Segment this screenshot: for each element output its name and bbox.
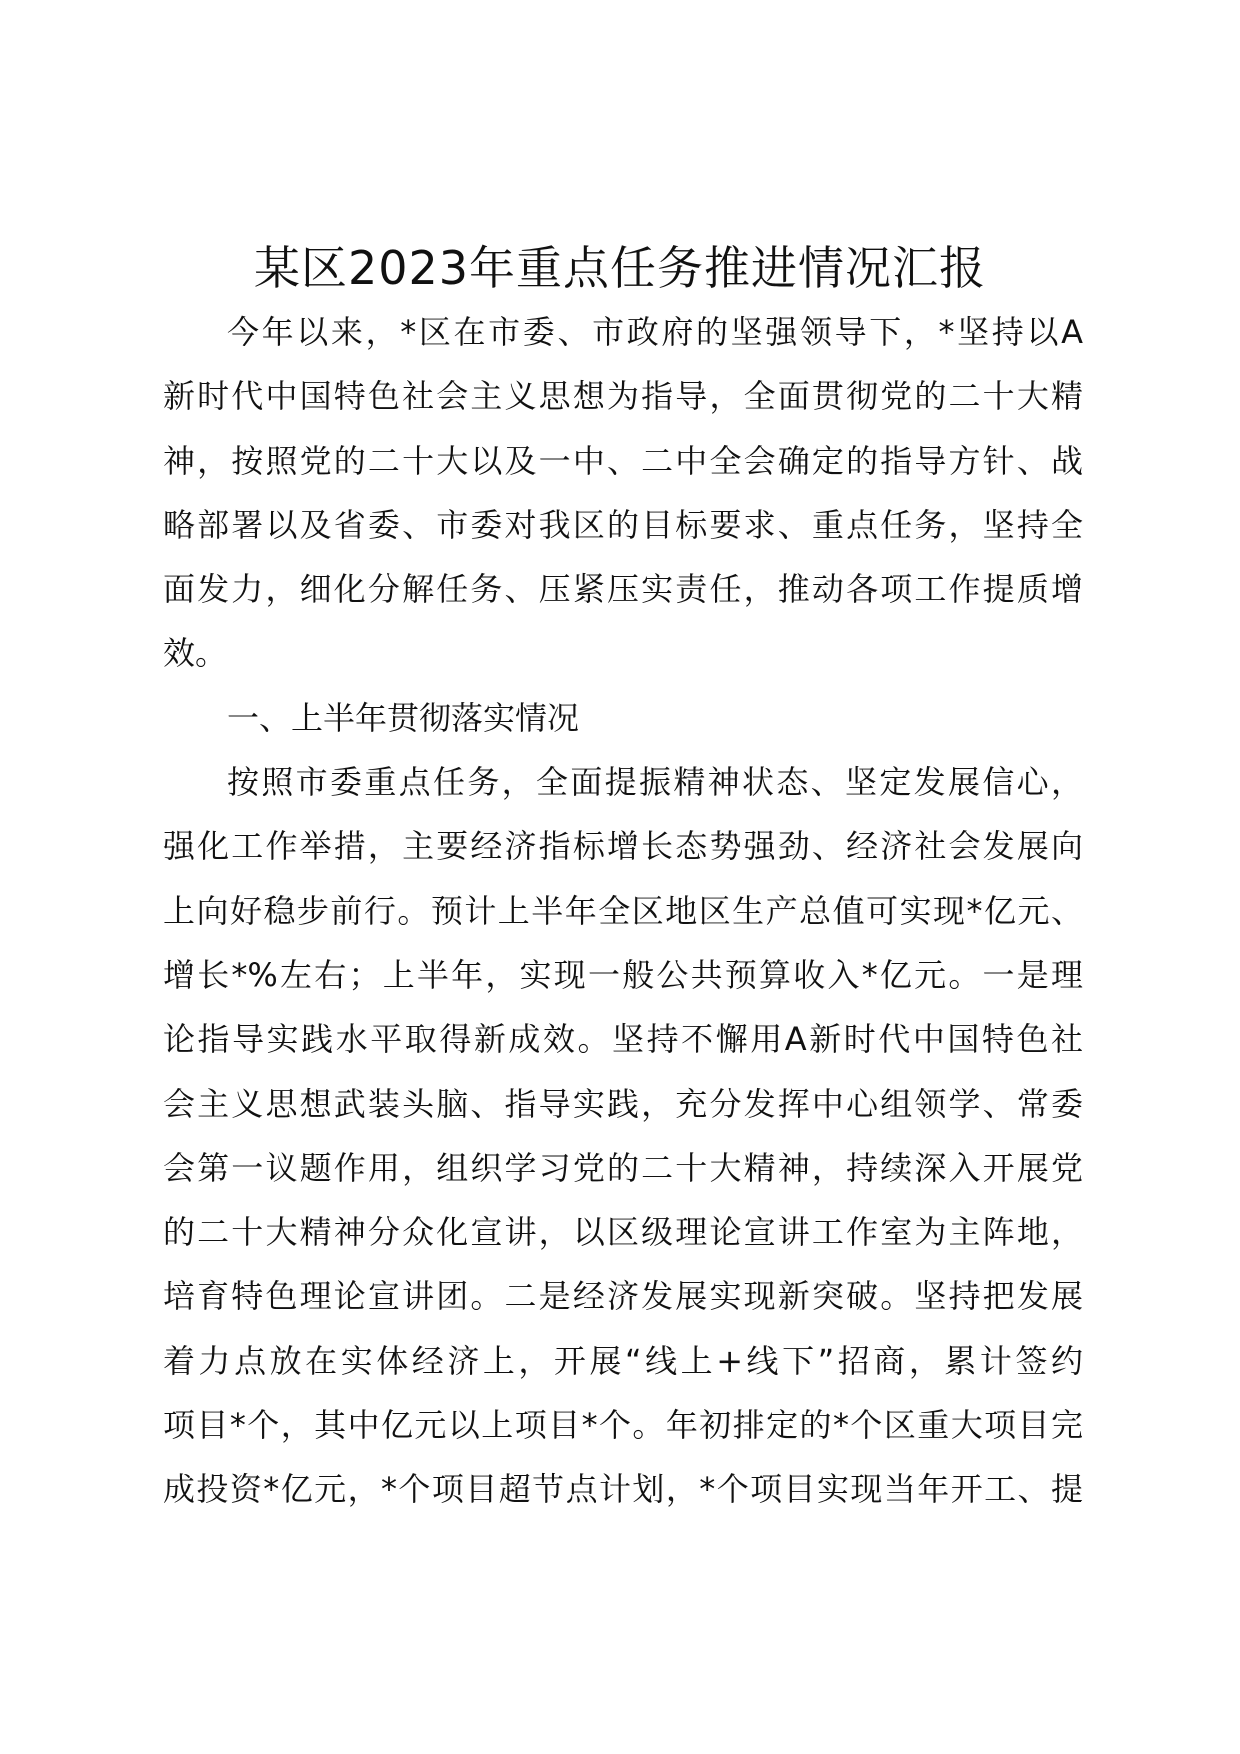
body-line: 上向好稳步前行。预计上半年全区地区生产总值可实现*亿元、 <box>163 891 1083 930</box>
body-line: 今年以来，*区在市委、市政府的坚强领导下，*坚持以A <box>227 313 1083 351</box>
body-line: 强化工作举措，主要经济指标增长态势强劲、经济社会发展向 <box>163 827 1083 866</box>
body-line: 项目*个，其中亿元以上项目*个。年初排定的*个区重大项目完 <box>163 1406 1083 1445</box>
body-line: 论指导实践水平取得新成效。坚持不懈用A新时代中国特色社 <box>163 1020 1083 1059</box>
body-line: 成投资*亿元，*个项目超节点计划，*个项目实现当年开工、提 <box>163 1470 1083 1509</box>
body-line: 面发力，细化分解任务、压紧压实责任，推动各项工作提质增 <box>163 570 1083 609</box>
body-line: 培育特色理论宣讲团。二是经济发展实现新突破。坚持把发展 <box>163 1277 1083 1316</box>
document-body <box>163 300 1083 1522</box>
document-title: 某区2023年重点任务推进情况汇报 <box>253 241 987 295</box>
body-line: 增长*%左右；上半年，实现一般公共预算收入*亿元。一是理 <box>163 955 1083 994</box>
body-line: 效。 <box>163 634 228 673</box>
section-heading: 一、上半年贯彻落实情况 <box>227 698 580 737</box>
body-line: 会第一议题作用，组织学习党的二十大精神，持续深入开展党 <box>163 1148 1083 1187</box>
body-line: 新时代中国特色社会主义思想为指导，全面贯彻党的二十大精 <box>163 377 1083 416</box>
body-line: 略部署以及省委、市委对我区的目标要求、重点任务，坚持全 <box>163 505 1083 544</box>
body-line: 神，按照党的二十大以及一中、二中全会确定的指导方针、战 <box>163 441 1083 480</box>
body-line: 会主义思想武装头脑、指导实践，充分发挥中心组领学、常委 <box>163 1084 1083 1123</box>
body-line: 的二十大精神分众化宣讲，以区级理论宣讲工作室为主阵地， <box>163 1213 1083 1252</box>
body-line: 按照市委重点任务，全面提振精神状态、坚定发展信心， <box>227 763 1083 802</box>
body-line: 着力点放在实体经济上，开展“线上+线下”招商，累计签约 <box>163 1341 1083 1380</box>
